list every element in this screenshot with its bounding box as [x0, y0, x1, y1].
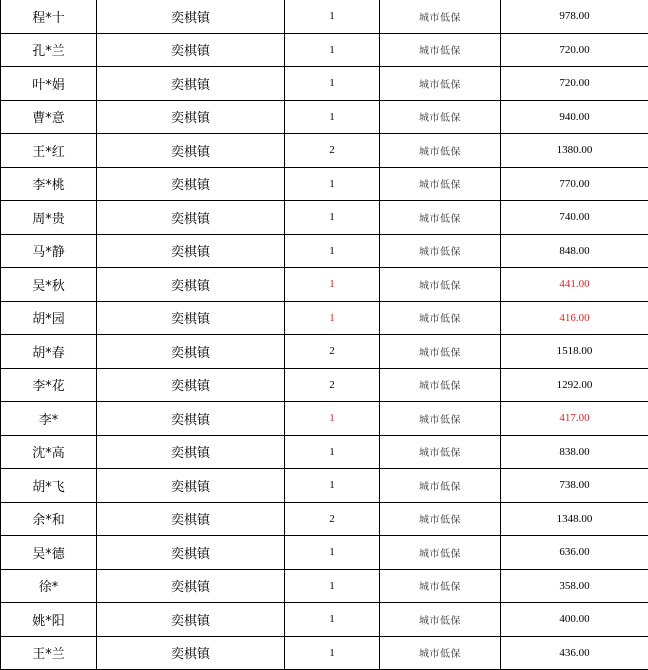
assistance-type-cell: 城市低保 [380, 33, 501, 67]
town-cell: 奕棋镇 [97, 569, 285, 603]
amount-cell: 720.00 [501, 67, 648, 101]
amount-cell: 738.00 [501, 469, 648, 503]
household-count-cell: 1 [285, 536, 380, 570]
household-count-cell: 1 [285, 435, 380, 469]
town-cell: 奕棋镇 [97, 134, 285, 168]
table-row [1, 234, 648, 268]
recipient-name-cell: 徐* [1, 569, 97, 603]
recipient-name-cell: 余*和 [1, 502, 97, 536]
recipient-name-cell: 胡*园 [1, 301, 97, 335]
town-cell: 奕棋镇 [97, 100, 285, 134]
household-count-cell: 2 [285, 134, 380, 168]
household-count-cell: 1 [285, 603, 380, 637]
table-row [1, 502, 648, 536]
table-row [1, 335, 648, 369]
amount-cell: 1380.00 [501, 134, 648, 168]
town-cell: 奕棋镇 [97, 234, 285, 268]
assistance-type-cell: 城市低保 [380, 402, 501, 436]
recipient-name-cell: 吴*德 [1, 536, 97, 570]
town-cell: 奕棋镇 [97, 335, 285, 369]
recipient-name-cell: 曹*意 [1, 100, 97, 134]
roster-body [1, 0, 648, 670]
town-cell: 奕棋镇 [97, 201, 285, 235]
recipient-name-cell: 李*桃 [1, 167, 97, 201]
household-count-cell: 1 [285, 0, 380, 33]
amount-cell: 848.00 [501, 234, 648, 268]
household-count-cell: 2 [285, 502, 380, 536]
table-row [1, 402, 648, 436]
town-cell: 奕棋镇 [97, 636, 285, 670]
town-cell: 奕棋镇 [97, 402, 285, 436]
town-cell: 奕棋镇 [97, 268, 285, 302]
recipient-name-cell: 王*红 [1, 134, 97, 168]
assistance-type-cell: 城市低保 [380, 0, 501, 33]
table-row [1, 368, 648, 402]
amount-cell: 1518.00 [501, 335, 648, 369]
town-cell: 奕棋镇 [97, 603, 285, 637]
household-count-cell: 1 [285, 167, 380, 201]
household-count-cell: 1 [285, 569, 380, 603]
recipient-name-cell: 胡*飞 [1, 469, 97, 503]
town-cell: 奕棋镇 [97, 368, 285, 402]
amount-cell: 441.00 [501, 268, 648, 302]
amount-cell: 400.00 [501, 603, 648, 637]
assistance-type-cell: 城市低保 [380, 167, 501, 201]
assistance-type-cell: 城市低保 [380, 368, 501, 402]
household-count-cell: 1 [285, 268, 380, 302]
household-count-cell: 2 [285, 368, 380, 402]
household-count-cell: 2 [285, 335, 380, 369]
table-row [1, 636, 648, 670]
amount-cell: 636.00 [501, 536, 648, 570]
assistance-type-cell: 城市低保 [380, 234, 501, 268]
amount-cell: 720.00 [501, 33, 648, 67]
assistance-type-cell: 城市低保 [380, 100, 501, 134]
town-cell: 奕棋镇 [97, 33, 285, 67]
recipient-name-cell: 叶*娟 [1, 67, 97, 101]
table-row [1, 435, 648, 469]
recipient-name-cell: 姚*阳 [1, 603, 97, 637]
assistance-type-cell: 城市低保 [380, 268, 501, 302]
assistance-type-cell: 城市低保 [380, 67, 501, 101]
household-count-cell: 1 [285, 201, 380, 235]
assistance-type-cell: 城市低保 [380, 301, 501, 335]
household-count-cell: 1 [285, 301, 380, 335]
town-cell: 奕棋镇 [97, 0, 285, 33]
town-cell: 奕棋镇 [97, 536, 285, 570]
household-count-cell: 1 [285, 469, 380, 503]
assistance-type-cell: 城市低保 [380, 569, 501, 603]
assistance-type-cell: 城市低保 [380, 502, 501, 536]
amount-cell: 358.00 [501, 569, 648, 603]
recipient-name-cell: 王*兰 [1, 636, 97, 670]
table-row [1, 33, 648, 67]
table-row [1, 167, 648, 201]
household-count-cell: 1 [285, 67, 380, 101]
amount-cell: 740.00 [501, 201, 648, 235]
table-row [1, 603, 648, 637]
assistance-type-cell: 城市低保 [380, 435, 501, 469]
household-count-cell: 1 [285, 402, 380, 436]
recipient-name-cell: 李* [1, 402, 97, 436]
table-row [1, 301, 648, 335]
town-cell: 奕棋镇 [97, 67, 285, 101]
table-row [1, 134, 648, 168]
town-cell: 奕棋镇 [97, 469, 285, 503]
amount-cell: 436.00 [501, 636, 648, 670]
recipient-name-cell: 沈*高 [1, 435, 97, 469]
amount-cell: 978.00 [501, 0, 648, 33]
town-cell: 奕棋镇 [97, 167, 285, 201]
table-row [1, 201, 648, 235]
recipient-name-cell: 胡*春 [1, 335, 97, 369]
amount-cell: 838.00 [501, 435, 648, 469]
assistance-type-cell: 城市低保 [380, 603, 501, 637]
assistance-type-cell: 城市低保 [380, 134, 501, 168]
household-count-cell: 1 [285, 33, 380, 67]
amount-cell: 417.00 [501, 402, 648, 436]
recipient-name-cell: 程*十 [1, 0, 97, 33]
recipient-name-cell: 周*贵 [1, 201, 97, 235]
amount-cell: 416.00 [501, 301, 648, 335]
town-cell: 奕棋镇 [97, 502, 285, 536]
assistance-type-cell: 城市低保 [380, 469, 501, 503]
table-row [1, 0, 648, 33]
table-row [1, 536, 648, 570]
table-row [1, 469, 648, 503]
assistance-type-cell: 城市低保 [380, 536, 501, 570]
assistance-type-cell: 城市低保 [380, 636, 501, 670]
table-row [1, 268, 648, 302]
town-cell: 奕棋镇 [97, 435, 285, 469]
table-row [1, 569, 648, 603]
town-cell: 奕棋镇 [97, 301, 285, 335]
table-row [1, 100, 648, 134]
recipient-name-cell: 孔*兰 [1, 33, 97, 67]
assistance-type-cell: 城市低保 [380, 201, 501, 235]
household-count-cell: 1 [285, 100, 380, 134]
amount-cell: 1348.00 [501, 502, 648, 536]
assistance-type-cell: 城市低保 [380, 335, 501, 369]
table-row [1, 67, 648, 101]
recipient-name-cell: 马*静 [1, 234, 97, 268]
household-count-cell: 1 [285, 234, 380, 268]
recipient-name-cell: 李*花 [1, 368, 97, 402]
household-count-cell: 1 [285, 636, 380, 670]
amount-cell: 770.00 [501, 167, 648, 201]
recipient-name-cell: 吴*秋 [1, 268, 97, 302]
amount-cell: 1292.00 [501, 368, 648, 402]
amount-cell: 940.00 [501, 100, 648, 134]
